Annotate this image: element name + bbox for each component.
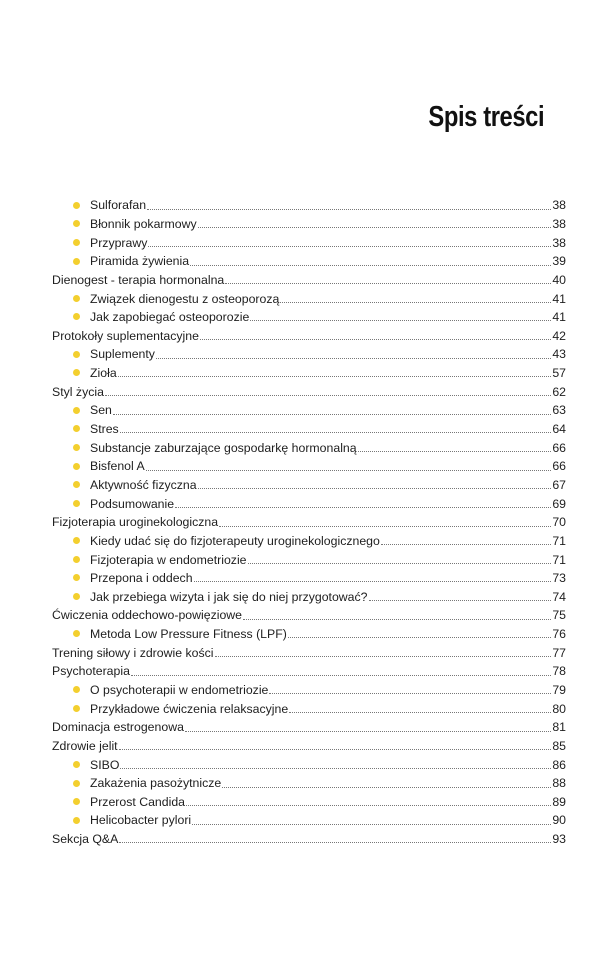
toc-page-number: 38: [552, 198, 566, 213]
toc-subentry[interactable]: [52, 475, 566, 494]
toc-subentry[interactable]: [52, 568, 566, 587]
toc-page-number: 86: [552, 757, 566, 772]
toc-entry-label: Przyprawy: [90, 235, 148, 250]
toc-entry-label: Helicobacter pylori: [90, 813, 192, 828]
dot-leader: [215, 656, 552, 657]
bullet-icon: [73, 202, 80, 209]
bullet-icon: [73, 593, 80, 600]
toc-subentry[interactable]: [52, 288, 566, 307]
bullet-icon: [73, 463, 80, 470]
toc-entry-label: Sen: [90, 403, 112, 418]
dot-leader: [222, 787, 551, 788]
toc-subentry[interactable]: [52, 456, 566, 475]
toc-entry-label: Ćwiczenia oddechowo-powięziowe: [52, 608, 243, 623]
toc-page-number: 70: [552, 515, 566, 530]
toc-entry-label: Piramida żywienia: [90, 254, 190, 269]
toc-entry-label: Fizjoterapia w endometriozie: [90, 552, 247, 567]
dot-leader: [269, 693, 551, 694]
bullet-icon: [73, 798, 80, 805]
bullet-icon: [73, 295, 80, 302]
toc-subentry[interactable]: [52, 344, 566, 363]
toc-entry[interactable]: [52, 661, 566, 680]
bullet-icon: [73, 313, 80, 320]
toc-entry-label: SIBO: [90, 757, 120, 772]
toc-subentry[interactable]: [52, 214, 566, 233]
toc-entry-label: Przerost Candida: [90, 794, 186, 809]
dot-leader: [194, 581, 552, 582]
toc-subentry[interactable]: [52, 810, 566, 829]
page-title: Spis treści: [428, 101, 544, 133]
bullet-icon: [73, 817, 80, 824]
toc-subentry[interactable]: [52, 680, 566, 699]
dot-leader: [200, 339, 551, 340]
dot-leader: [288, 637, 551, 638]
toc-entry-label: Substancje zaburzające gospodarkę hormonalną: [90, 440, 357, 455]
toc-page-number: 81: [552, 720, 566, 735]
dot-leader: [225, 283, 551, 284]
toc-page-number: 90: [552, 813, 566, 828]
toc-page-number: 73: [552, 571, 566, 586]
dot-leader: [185, 731, 551, 732]
toc-page-number: 41: [552, 291, 566, 306]
toc-page-number: 38: [552, 216, 566, 231]
bullet-icon: [73, 500, 80, 507]
dot-leader: [131, 675, 551, 676]
bullet-icon: [73, 705, 80, 712]
toc-subentry[interactable]: [52, 437, 566, 456]
dot-leader: [381, 544, 551, 545]
toc-page-number: 62: [552, 384, 566, 399]
toc-page-number: 78: [552, 664, 566, 679]
bullet-icon: [73, 425, 80, 432]
toc-entry-label: Zdrowie jelit: [52, 738, 118, 753]
dot-leader: [198, 488, 552, 489]
bullet-icon: [73, 574, 80, 581]
dot-leader: [119, 749, 552, 750]
toc-entry[interactable]: [52, 717, 566, 736]
toc-subentry[interactable]: [52, 363, 566, 382]
dot-leader: [146, 470, 552, 471]
dot-leader: [148, 246, 551, 247]
toc-entry[interactable]: [52, 325, 566, 344]
toc-subentry[interactable]: [52, 773, 566, 792]
dot-leader: [120, 768, 551, 769]
toc-entry[interactable]: [52, 829, 566, 848]
dot-leader: [120, 432, 552, 433]
toc-page-number: 74: [552, 589, 566, 604]
toc-entry-label: Przepona i oddech: [90, 571, 193, 586]
toc-subentry[interactable]: [52, 624, 566, 643]
toc-page-number: 63: [552, 403, 566, 418]
dot-leader: [219, 526, 551, 527]
dot-leader: [175, 507, 551, 508]
dot-leader: [248, 563, 552, 564]
toc-entry-label: Stres: [90, 422, 119, 437]
table-of-contents: [52, 195, 566, 847]
toc-page-number: 77: [552, 645, 566, 660]
toc-subentry[interactable]: [52, 419, 566, 438]
toc-entry[interactable]: [52, 381, 566, 400]
toc-subentry[interactable]: [52, 493, 566, 512]
toc-subentry[interactable]: [52, 754, 566, 773]
toc-page-number: 64: [552, 422, 566, 437]
dot-leader: [113, 414, 551, 415]
toc-entry[interactable]: [52, 736, 566, 755]
toc-page-number: 89: [552, 794, 566, 809]
toc-entry-label: Styl życia: [52, 384, 104, 399]
toc-page-number: 88: [552, 776, 566, 791]
toc-subentry[interactable]: [52, 531, 566, 550]
dot-leader: [156, 358, 551, 359]
dot-leader: [186, 805, 551, 806]
toc-page-number: 57: [552, 366, 566, 381]
toc-entry-label: Związek dienogestu z osteoporozą: [90, 291, 280, 306]
toc-entry[interactable]: [52, 512, 566, 531]
toc-page-number: 76: [552, 627, 566, 642]
toc-entry[interactable]: [52, 270, 566, 289]
dot-leader: [118, 376, 552, 377]
bullet-icon: [73, 761, 80, 768]
toc-page-number: 93: [552, 832, 566, 847]
toc-page-number: 71: [552, 552, 566, 567]
toc-entry-label: Błonnik pokarmowy: [90, 216, 197, 231]
bullet-icon: [73, 369, 80, 376]
toc-entry-label: Suplementy: [90, 347, 155, 362]
toc-entry-label: Kiedy udać się do fizjoterapeuty uroginekologicznego: [90, 533, 380, 548]
toc-entry-label: Jak zapobiegać osteoporozie: [90, 310, 250, 325]
dot-leader: [358, 451, 552, 452]
toc-entry-label: Trening siłowy i zdrowie kości: [52, 645, 214, 660]
bullet-icon: [73, 481, 80, 488]
toc-page-number: 75: [552, 608, 566, 623]
bullet-icon: [73, 407, 80, 414]
toc-subentry[interactable]: [52, 232, 566, 251]
toc-page-number: 66: [552, 440, 566, 455]
toc-subentry[interactable]: [52, 400, 566, 419]
toc-page-number: 66: [552, 459, 566, 474]
toc-entry-label: Psychoterapia: [52, 664, 130, 679]
toc-entry-label: Podsumowanie: [90, 496, 175, 511]
dot-leader: [198, 227, 552, 228]
dot-leader: [289, 712, 551, 713]
toc-page-number: 39: [552, 254, 566, 269]
dot-leader: [147, 209, 551, 210]
toc-page-number: 67: [552, 477, 566, 492]
toc-subentry[interactable]: [52, 586, 566, 605]
toc-page-number: 71: [552, 533, 566, 548]
toc-page-number: 41: [552, 310, 566, 325]
toc-entry[interactable]: [52, 642, 566, 661]
toc-subentry[interactable]: [52, 792, 566, 811]
bullet-icon: [73, 351, 80, 358]
toc-subentry[interactable]: [52, 698, 566, 717]
bullet-icon: [73, 780, 80, 787]
toc-page-number: 69: [552, 496, 566, 511]
bullet-icon: [73, 239, 80, 246]
dot-leader: [250, 320, 551, 321]
dot-leader: [190, 265, 551, 266]
dot-leader: [119, 842, 551, 843]
bullet-icon: [73, 258, 80, 265]
bullet-icon: [73, 537, 80, 544]
toc-page-number: 42: [552, 328, 566, 343]
toc-subentry[interactable]: [52, 251, 566, 270]
bullet-icon: [73, 630, 80, 637]
toc-page-number: 85: [552, 738, 566, 753]
toc-subentry[interactable]: [52, 195, 566, 214]
toc-subentry[interactable]: [52, 549, 566, 568]
toc-page-number: 40: [552, 272, 566, 287]
toc-entry[interactable]: [52, 605, 566, 624]
toc-page-number: 80: [552, 701, 566, 716]
toc-entry-label: Aktywność fizyczna: [90, 477, 197, 492]
toc-entry-label: Zakażenia pasożytnicze: [90, 776, 222, 791]
dot-leader: [243, 619, 551, 620]
toc-page-number: 79: [552, 683, 566, 697]
toc-entry-label: Dominacja estrogenowa: [52, 720, 184, 735]
bullet-icon: [73, 444, 80, 451]
toc-page-number: 38: [552, 235, 566, 250]
toc-entry-label: Protokoły suplementacyjne: [52, 328, 199, 343]
bullet-icon: [73, 556, 80, 563]
toc-entry-label: O psychoterapii w endometriozie: [90, 683, 269, 697]
toc-entry-label: Jak przebiega wizyta i jak się do niej przygotować?: [90, 589, 368, 604]
toc-entry-label: Fizjoterapia uroginekologiczna: [52, 515, 219, 530]
toc-entry-label: Sulforafan: [90, 198, 147, 213]
dot-leader: [280, 302, 551, 303]
toc-entry-label: Bisfenol A: [90, 459, 145, 474]
toc-page-number: 43: [552, 347, 566, 362]
toc-entry-label: Przykładowe ćwiczenia relaksacyjne: [90, 701, 289, 716]
dot-leader: [192, 824, 551, 825]
toc-entry-label: Zioła: [90, 366, 117, 381]
bullet-icon: [73, 686, 80, 693]
dot-leader: [105, 395, 551, 396]
toc-entry-label: Dienogest - terapia hormonalna: [52, 272, 225, 287]
toc-entry-label: Sekcja Q&A: [52, 832, 119, 847]
dot-leader: [369, 600, 552, 601]
toc-entry-label: Metoda Low Pressure Fitness (LPF): [90, 627, 287, 642]
toc-subentry[interactable]: [52, 307, 566, 326]
bullet-icon: [73, 220, 80, 227]
